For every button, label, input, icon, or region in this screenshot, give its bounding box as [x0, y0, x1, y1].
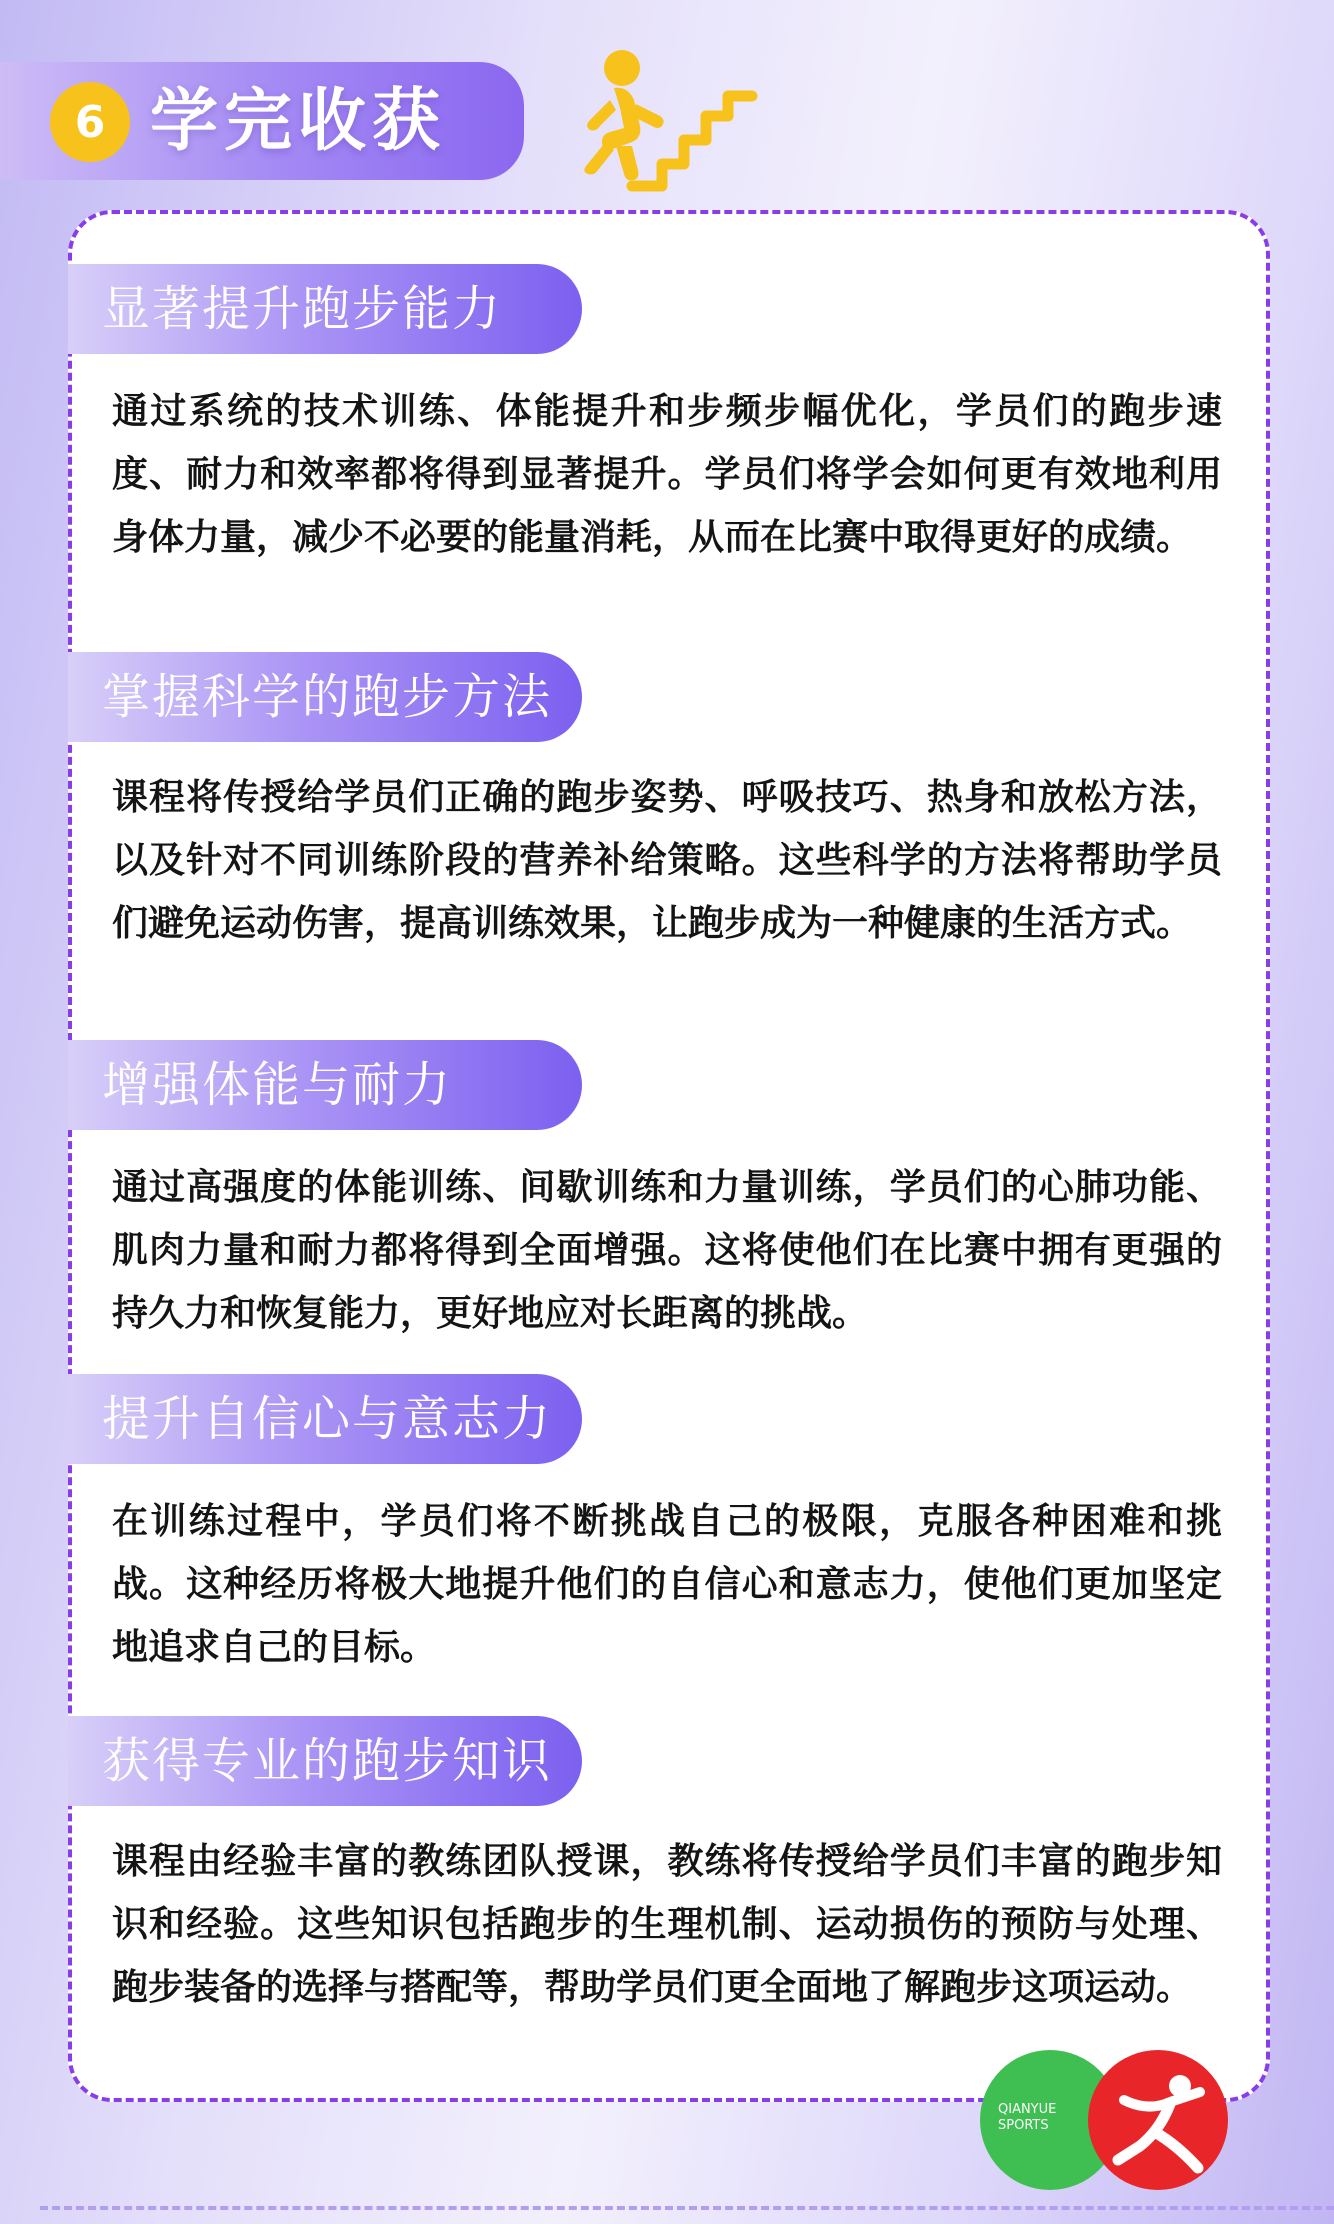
section-title-5: 获得专业的跑步知识: [68, 1716, 582, 1806]
bottom-divider: [40, 2206, 1334, 2210]
brand-name-line2: SPORTS: [998, 2118, 1049, 2133]
section-title-1: 显著提升跑步能力: [68, 264, 582, 354]
section-body-1: 通过系统的技术训练、体能提升和步频步幅优化，学员们的跑步速度、耐力和效率都将得到显著提升。学员们将学会如何更有效地利用身体力量，减少不必要的能量消耗，从而在比赛中取得更好的成绩。: [112, 391, 1222, 558]
section-body-3: 通过高强度的体能训练、间歇训练和力量训练，学员们的心肺功能、肌肉力量和耐力都将得到全面增强。这将使他们在比赛中拥有更强的持久力和恢复能力，更好地应对长距离的挑战。: [112, 1167, 1222, 1334]
runner-logo-icon: [1088, 2050, 1228, 2190]
section-title-2: 掌握科学的跑步方法: [68, 652, 582, 742]
section-title-4: 提升自信心与意志力: [68, 1374, 582, 1464]
section-body-2: 课程将传授给学员们正确的跑步姿势、呼吸技巧、热身和放松方法，以及针对不同训练阶段的营养补给策略。这些科学的方法将帮助学员们避免运动伤害，提高训练效果，让跑步成为一种健康的生活方式。: [112, 777, 1222, 944]
section-body-5: 课程由经验丰富的教练团队授课，教练将传授给学员们丰富的跑步知识和经验。这些知识包括跑步的生理机制、运动损伤的预防与处理、跑步装备的选择与搭配等，帮助学员们更全面地了解跑步这项运动。: [112, 1841, 1222, 2008]
section-number-badge: 6: [50, 82, 130, 162]
section-body-4: 在训练过程中，学员们将不断挑战自己的极限，克服各种困难和挑战。这种经历将极大地提升他们的自信心和意志力，使他们更加坚定地追求自己的目标。: [112, 1501, 1222, 1668]
runner-stairs-icon: [580, 46, 758, 204]
section-title-3: 增强体能与耐力: [68, 1040, 582, 1130]
page-title: 学完收获: [150, 82, 447, 161]
brand-name-line1: QIANYUE: [998, 2102, 1057, 2117]
